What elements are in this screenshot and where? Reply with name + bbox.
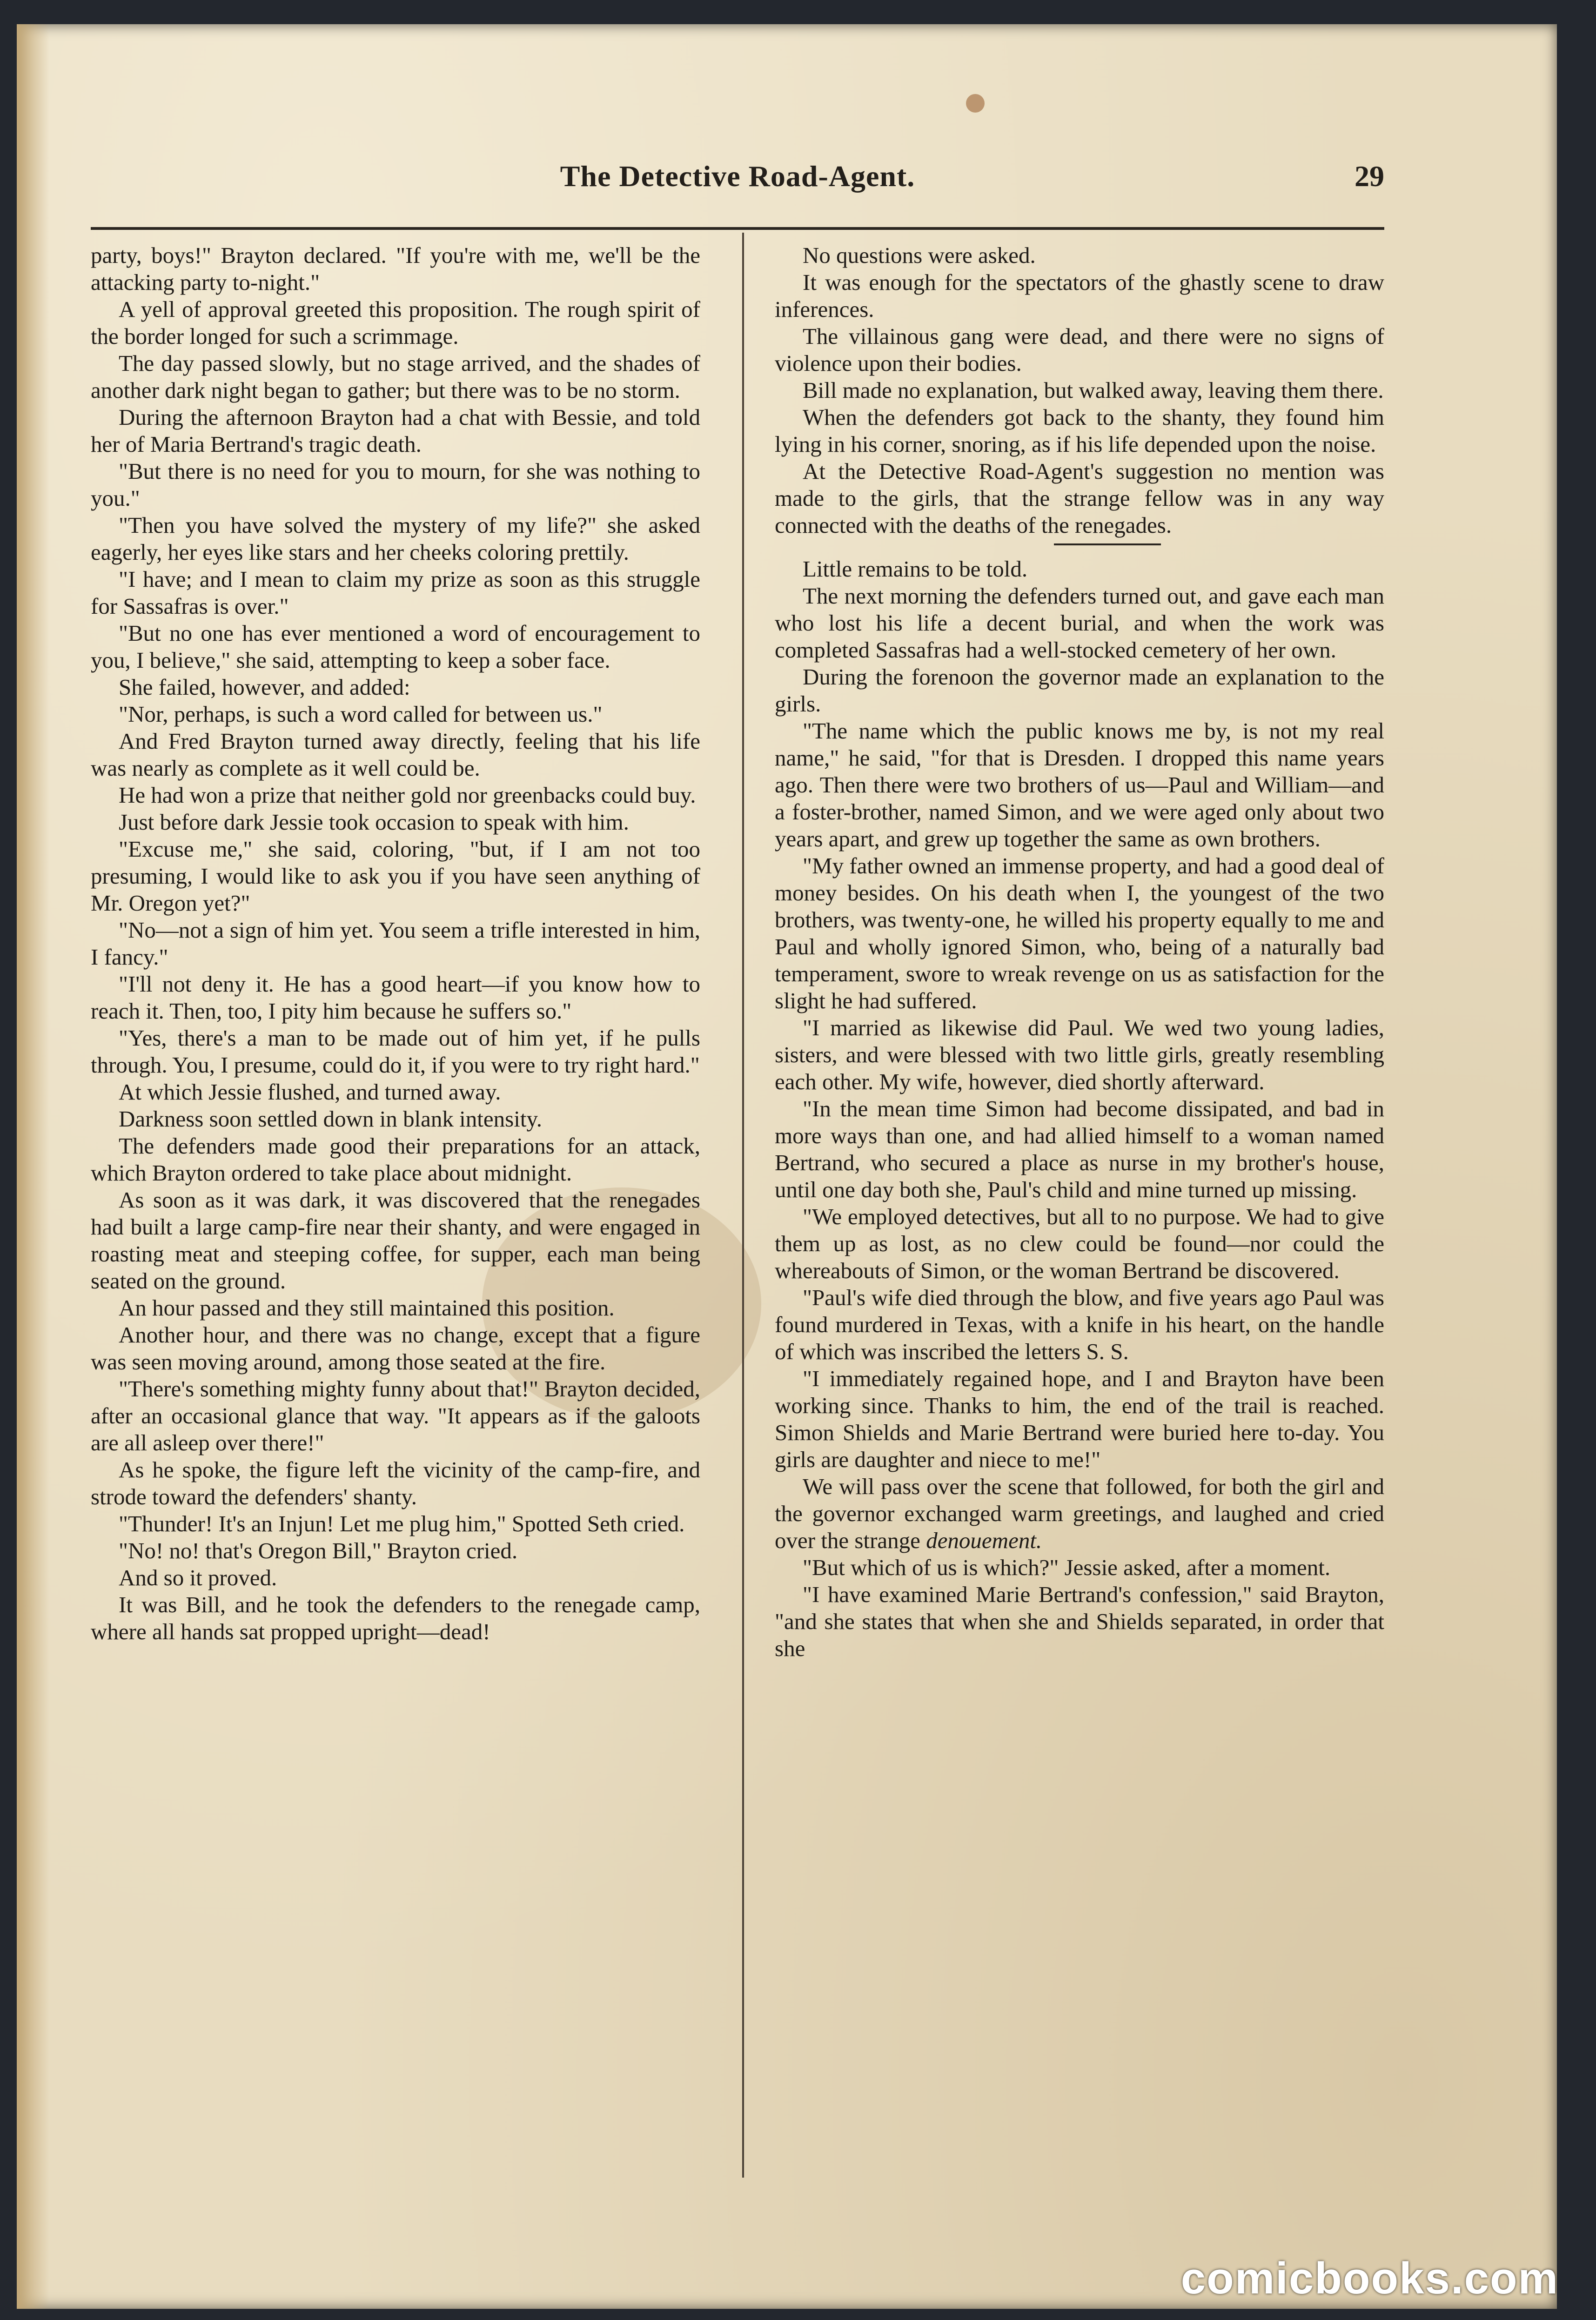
- paragraph: When the defenders got back to the shanty, they found him lying in his corner, snoring, as if his life depended upon the noise.: [775, 404, 1384, 457]
- page-number: 29: [1355, 160, 1384, 193]
- paragraph: An hour passed and they still maintained this position.: [119, 1295, 615, 1321]
- right-column: [775, 242, 1384, 2173]
- paragraph: The day passed slowly, but no stage arrived, and the shades of another dark night began to gather; but there was to be no storm.: [91, 350, 700, 403]
- running-title: The Detective Road-Agent.: [560, 160, 915, 193]
- paragraph: "I have; and I mean to claim my prize as soon as this struggle for Sassafras is over.": [91, 566, 700, 619]
- paragraph: "Thunder! It's an Injun! Let me plug him," Spotted Seth cried.: [119, 1511, 685, 1536]
- paragraph: As soon as it was dark, it was discovered that the renegades had built a large camp-fire near their shanty, and were engaged in roasting meat and steeping coffee, for supper, each man being seated on the ground.: [91, 1187, 700, 1294]
- paragraph: The defenders made good their preparations for an attack, which Brayton ordered to take place about midnight.: [91, 1133, 700, 1186]
- paragraph: Another hour, and there was no change, except that a figure was seen moving around, among those seated at the fire.: [91, 1322, 700, 1375]
- paragraph: [775, 1473, 1384, 1554]
- paragraph: A yell of approval greeted this proposition. The rough spirit of the border longed for such a scrimmage.: [91, 296, 700, 349]
- column-divider: [742, 233, 744, 2178]
- italic-word: denouement.: [926, 1528, 1042, 1553]
- paragraph: "The name which the public knows me by, is not my real name," he said, "for that is Dresden. I dropped this name years ago. Then there were two brothers of us—Paul and William—and a foster-brother, named Simon, and we were aged only about two years apart, and grew up together the same as own brothers.: [775, 718, 1384, 852]
- paragraph: "I married as likewise did Paul. We wed two young ladies, sisters, and were blessed with two little girls, greatly resembling each other. My wife, however, died shortly afterward.: [775, 1015, 1384, 1094]
- paragraph: Just before dark Jessie took occasion to speak with him.: [119, 809, 629, 835]
- worn-page-edge: [17, 24, 49, 2309]
- paragraph: "But no one has ever mentioned a word of encouragement to you, I believe," she said, attempting to keep a sober face.: [91, 620, 700, 673]
- paragraph: "I'll not deny it. He has a good heart—if you know how to reach it. Then, too, I pity him because he suffers so.": [91, 971, 700, 1024]
- paragraph: The villainous gang were dead, and there were no signs of violence upon their bodies.: [775, 323, 1384, 376]
- paragraph: At the Detective Road-Agent's suggestion no mention was made to the girls, that the strange fellow was in any way connected with the deaths of the renegades.: [775, 458, 1384, 538]
- paragraph: "But which of us is which?" Jessie asked, after a moment.: [803, 1555, 1331, 1580]
- paragraph: "Yes, there's a man to be made out of him yet, if he pulls through. You, I presume, could do it, if you were to try right hard.": [91, 1025, 700, 1078]
- paragraph: At which Jessie flushed, and turned away.: [119, 1079, 501, 1105]
- paragraph: As he spoke, the figure left the vicinity of the camp-fire, and strode toward the defenders' shanty.: [91, 1457, 700, 1509]
- paragraph: "We employed detectives, but all to no purpose. We had to give them up as lost, as no clew could be found—nor could the whereabouts of Simon, or the woman Bertrand be discovered.: [775, 1204, 1384, 1283]
- paragraph: It was enough for the spectators of the ghastly scene to draw inferences.: [775, 269, 1384, 322]
- paragraph: No questions were asked.: [803, 242, 1036, 268]
- scene-break-rule: [1054, 543, 1161, 545]
- paragraph: "No! no! that's Oregon Bill," Brayton cried.: [119, 1538, 518, 1563]
- paragraph: "I immediately regained hope, and I and Brayton have been working since. Thanks to him, the end of the trail is reached. Simon Shields and Marie Bertrand were buried here to-day. You girls are daughter and niece to me!": [775, 1366, 1384, 1472]
- paper-stain: [966, 94, 985, 113]
- paragraph: "Paul's wife died through the blow, and five years ago Paul was found murdered in Texas, with a knife in his heart, on the handle of which was inscribed the letters S. S.: [775, 1285, 1384, 1364]
- paragraph: "In the mean time Simon had become dissipated, and bad in more ways than one, and had allied himself to a woman named Bertrand, who secured a place as nurse in my brother's house, until one day both she, Paul's child and mine turned up missing.: [775, 1096, 1384, 1202]
- paragraph: "I have examined Marie Bertrand's confession," said Brayton, "and she states that when she and Shields separated, in order that she: [775, 1582, 1384, 1661]
- paragraph: Darkness soon settled down in blank intensity.: [119, 1106, 543, 1132]
- paragraph: He had won a prize that neither gold nor greenbacks could buy.: [119, 782, 696, 808]
- watermark: comicbooks.com: [1180, 2253, 1559, 2303]
- paragraph: "Nor, perhaps, is such a word called for between us.": [119, 701, 603, 727]
- paragraph: "There's something mighty funny about that!" Brayton decided, after an occasional glance that way. "It appears as if the galoots are all asleep over there!": [91, 1376, 700, 1455]
- running-header: [91, 154, 1384, 206]
- paragraph: And so it proved.: [119, 1565, 277, 1590]
- paragraph: It was Bill, and he took the defenders to the renegade camp, where all hands sat propped upright—dead!: [91, 1592, 700, 1644]
- paragraph: "Then you have solved the mystery of my life?" she asked eagerly, her eyes like stars and her cheeks coloring prettily.: [91, 512, 700, 565]
- paragraph: And Fred Brayton turned away directly, feeling that his life was nearly as complete as it well could be.: [91, 728, 700, 781]
- paragraph: "But there is no need for you to mourn, for she was nothing to you.": [91, 458, 700, 511]
- header-rule: [91, 227, 1384, 230]
- paragraph: She failed, however, and added:: [119, 674, 410, 700]
- paragraph: Bill made no explanation, but walked away, leaving them there.: [803, 377, 1384, 403]
- left-column: [91, 242, 700, 2173]
- paragraph: During the forenoon the governor made an explanation to the girls.: [775, 664, 1384, 717]
- paragraph-text: We will pass over the scene that followed, for both the girl and the governor exchanged warm greetings, and laughed and cried over the strange: [775, 1474, 1384, 1553]
- paragraph: party, boys!" Brayton declared. "If you're with me, we'll be the attacking party to-night.": [91, 242, 700, 295]
- paragraph: Little remains to be told.: [803, 556, 1028, 582]
- paragraph: "No—not a sign of him yet. You seem a trifle interested in him, I fancy.": [91, 917, 700, 970]
- paragraph: During the afternoon Brayton had a chat with Bessie, and told her of Maria Bertrand's tragic death.: [91, 404, 700, 457]
- paragraph: "My father owned an immense property, and had a good deal of money besides. On his death when I, the youngest of the two brothers, was twenty-one, he willed his property equally to me and Paul and wholly ignored Simon, who, being of a naturally bad temperament, swore to wreak revenge on us as satisfaction for the slight he had suffered.: [775, 853, 1384, 1013]
- paragraph: The next morning the defenders turned out, and gave each man who lost his life a decent burial, and when the work was completed Sassafras had a well-stocked cemetery of her own.: [775, 583, 1384, 663]
- paragraph: "Excuse me," she said, coloring, "but, if I am not too presuming, I would like to ask you if you have seen anything of Mr. Oregon yet?": [91, 836, 700, 916]
